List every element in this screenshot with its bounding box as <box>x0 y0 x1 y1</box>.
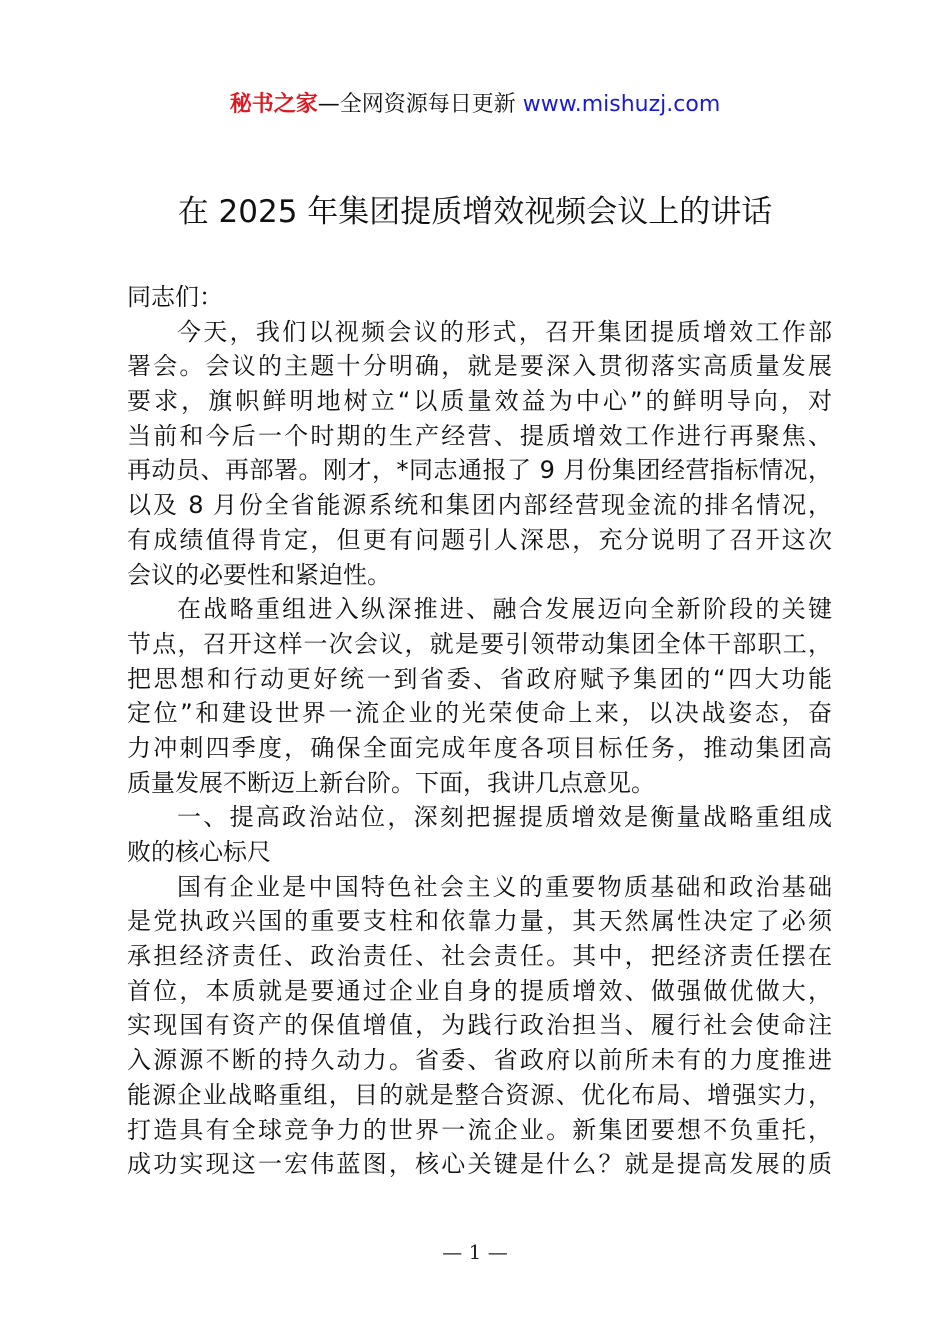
text-line: 当前和今后一个时期的生产经营、提质增效工作进行再聚焦、 <box>127 421 832 450</box>
text-line: 会议的必要性和紧迫性。 <box>127 560 391 589</box>
site-url[interactable]: www.mishuzj.com <box>522 92 721 117</box>
page-number: — 1 — <box>442 1240 508 1264</box>
text-line: 要求，旗帜鲜明地树立“以质量效益为中心”的鲜明导向，对 <box>127 387 832 416</box>
text-line: 再动员、再部署。刚才，*同志通报了 9 月份集团经营指标情况， <box>127 456 832 485</box>
text-line: 打造具有全球竞争力的世界一流企业。新集团要想不负重托， <box>127 1115 832 1144</box>
text-line: 力冲刺四季度，确保全面完成年度各项目标任务，推动集团高 <box>127 733 832 762</box>
text-line: 以及 8 月份全省能源系统和集团内部经营现金流的排名情况， <box>127 491 832 520</box>
text-line: 实现国有资产的保值增值，为践行政治担当、履行社会使命注 <box>127 1011 832 1040</box>
text-line: 首位，本质就是要通过企业自身的提质增效、做强做优做大， <box>127 976 832 1005</box>
text-line: 把思想和行动更好统一到省委、省政府赋予集团的“四大功能 <box>127 664 832 693</box>
text-line: 节点，召开这样一次会议，就是要引领带动集团全体干部职工， <box>127 629 832 658</box>
text-line: 在战略重组进入纵深推进、融合发展迈向全新阶段的关键 <box>177 595 832 624</box>
text-line: 成功实现这一宏伟蓝图，核心关键是什么？就是提高发展的质 <box>127 1150 832 1179</box>
text-line: 署会。会议的主题十分明确，就是要深入贯彻落实高质量发展 <box>127 352 832 381</box>
text-line: 定位”和建设世界一流企业的光荣使命上来，以决战姿态，奋 <box>127 699 832 728</box>
text-line: 国有企业是中国特色社会主义的重要物质基础和政治基础 <box>177 872 832 901</box>
document-body <box>127 280 832 1182</box>
site-header <box>0 88 950 122</box>
text-line: 入源源不断的持久动力。省委、省政府以前所未有的力度推进 <box>127 1046 832 1075</box>
text-line: 承担经济责任、政治责任、社会责任。其中，把经济责任摆在 <box>127 942 832 971</box>
site-name: 秘书之家 <box>229 92 318 117</box>
text-line: 有成绩值得肯定，但更有问题引人深思，充分说明了召开这次 <box>127 525 832 554</box>
text-line: 质量发展不断迈上新台阶。下面，我讲几点意见。 <box>127 768 655 797</box>
document-title: 在 2025 年集团提质增效视频会议上的讲话 <box>177 194 773 230</box>
text-line: 败的核心标尺 <box>127 838 271 866</box>
text-line: 能源企业战略重组，目的就是整合资源、优化布局、增强实力， <box>127 1080 832 1109</box>
text-line: 今天，我们以视频会议的形式，召开集团提质增效工作部 <box>177 317 832 346</box>
text-line: 是党执政兴国的重要支柱和依靠力量，其天然属性决定了必须 <box>127 907 832 936</box>
site-slogan: —全网资源每日更新 <box>317 92 523 117</box>
text-line: 同志们： <box>127 283 223 311</box>
text-line: 一、提高政治站位，深刻把握提质增效是衡量战略重组成 <box>177 803 832 832</box>
